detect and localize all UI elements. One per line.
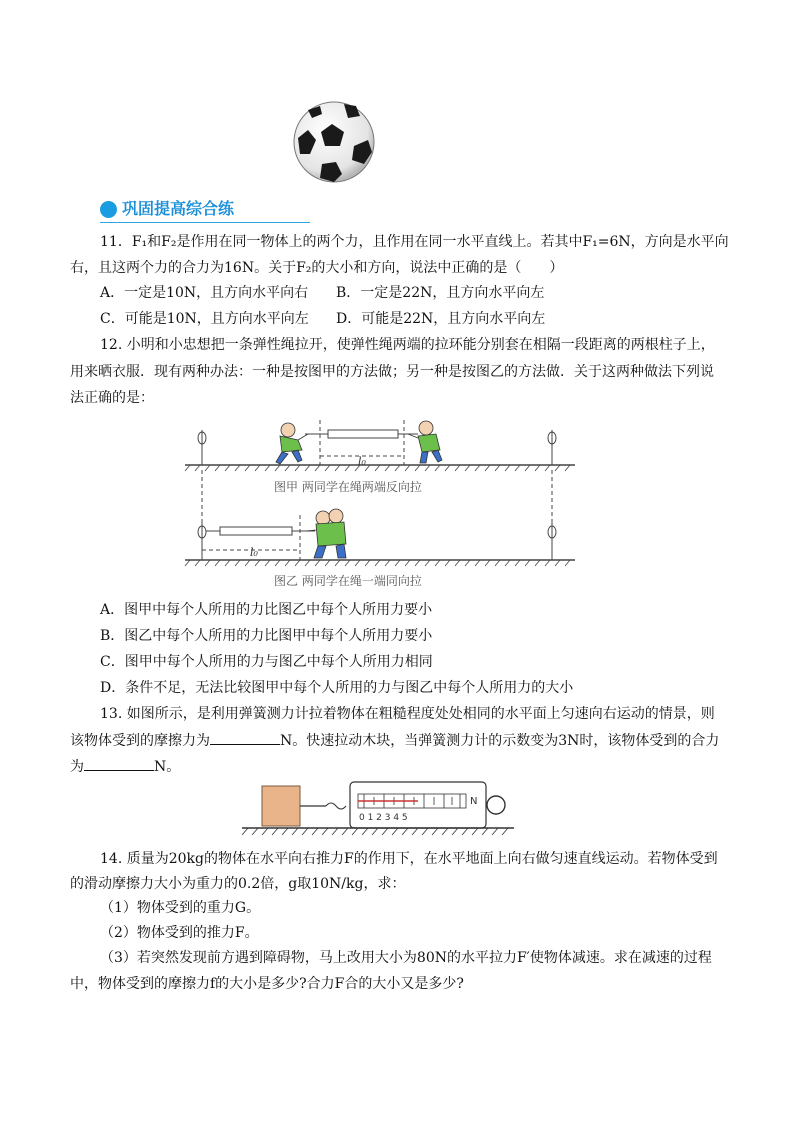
q12-line3: 法正确的是：	[70, 390, 154, 406]
wooden-block	[262, 786, 300, 826]
q13-line1: 13. 如图所示，是利用弹簧测力计拉着物体在粗糙程度处处相同的水平面上匀速向右运动的情景，则	[100, 706, 715, 722]
q12-option-a: A．图甲中每个人所用的力比图乙中每个人所用力要小	[100, 602, 433, 618]
q11-option-a: A．一定是10N，且方向水平向右	[100, 285, 309, 301]
q14-sub3-line2: 中，物体受到的摩擦力f的大小是多少?合力F合的大小又是多少?	[70, 976, 464, 992]
rope-pulling-figure	[180, 420, 580, 595]
q14-line1: 14. 质量为20kg的物体在水平向右推力F的作用下，在水平地面上向右做匀速直线运动。若物体受到	[100, 851, 718, 867]
q11-line1: 11．F₁和F₂是作用在同一物体上的两个力，且作用在同一水平直线上。若其中F₁=6N，方向是水平向	[100, 234, 729, 250]
q13-line2	[70, 730, 740, 751]
q13-line3-start: 为	[70, 759, 84, 775]
figure-yi-caption: 图乙 两同学在绳一端同向拉	[274, 574, 422, 588]
q14-sub2: （2）物体受到的推力F。	[100, 925, 259, 941]
scale-numbers: 0 1 2 3 4 5	[359, 813, 408, 823]
q11-line2: 右，且这两个力的合力为16N。关于F₂的大小和方向，说法中正确的是（ ）	[70, 260, 564, 276]
answer-blank-1	[210, 730, 280, 745]
child-figure-right	[408, 421, 442, 463]
q12-line1: 12. 小明和小忠想把一条弹性绳拉开，使弹性绳两端的拉环能分别套在相隔一段距离的两根柱子上，	[100, 337, 715, 353]
q13-line3	[70, 756, 740, 777]
q13-line2-start: 该物体受到的摩擦力为	[70, 733, 210, 749]
q12-option-d: D．条件不足，无法比较图甲中每个人所用的力与图乙中每个人所用力的大小	[100, 680, 574, 696]
child-figure-left	[276, 423, 308, 464]
scale-unit: N	[470, 796, 478, 807]
bullet-dot-icon	[100, 201, 117, 218]
q13-line2-end: N。快速拉动木块，当弹簧测力计的示数变为3N时，该物体受到的合力	[280, 733, 720, 749]
q11-option-d: D．可能是22N，且方向水平向左	[336, 311, 546, 327]
q11-option-b: B．一定是22N，且方向水平向左	[336, 285, 545, 301]
q14-sub3-line1: （3）若突然发现前方遇到障碍物，马上改用大小为80N的水平拉力F′使物体减速。求在减速的过程	[100, 950, 712, 966]
q12-option-b: B．图乙中每个人所用的力比图甲中每个人所用力要小	[100, 628, 433, 644]
two-children-figure	[306, 509, 346, 558]
q14-sub1: （1）物体受到的重力G。	[100, 900, 261, 916]
spring-scale-figure	[238, 778, 518, 840]
l0-label-bottom: l₀	[250, 546, 258, 559]
section-heading	[100, 198, 310, 223]
section-title: 巩固提高综合练	[122, 199, 235, 218]
q13-line3-end: N。	[154, 759, 181, 775]
q14-line2: 的滑动摩擦力大小为重力的0.2倍，g取10N/kg，求：	[70, 876, 406, 892]
q12-option-c: C．图甲中每个人所用的力与图乙中每个人所用力相同	[100, 654, 433, 670]
figure-jia-caption: 图甲 两同学在绳两端反向拉	[274, 480, 422, 494]
answer-blank-2	[84, 756, 154, 771]
q11-option-c: C．可能是10N，且方向水平向左	[100, 311, 309, 327]
soccer-ball-image	[292, 100, 376, 184]
l0-label-top: l₀	[358, 455, 366, 468]
scale-ring	[487, 796, 505, 814]
q12-line2: 用来晒衣服．现有两种办法：一种是按图甲的方法做；另一种是按图乙的方法做．关于这两种做法下列说	[70, 364, 714, 380]
